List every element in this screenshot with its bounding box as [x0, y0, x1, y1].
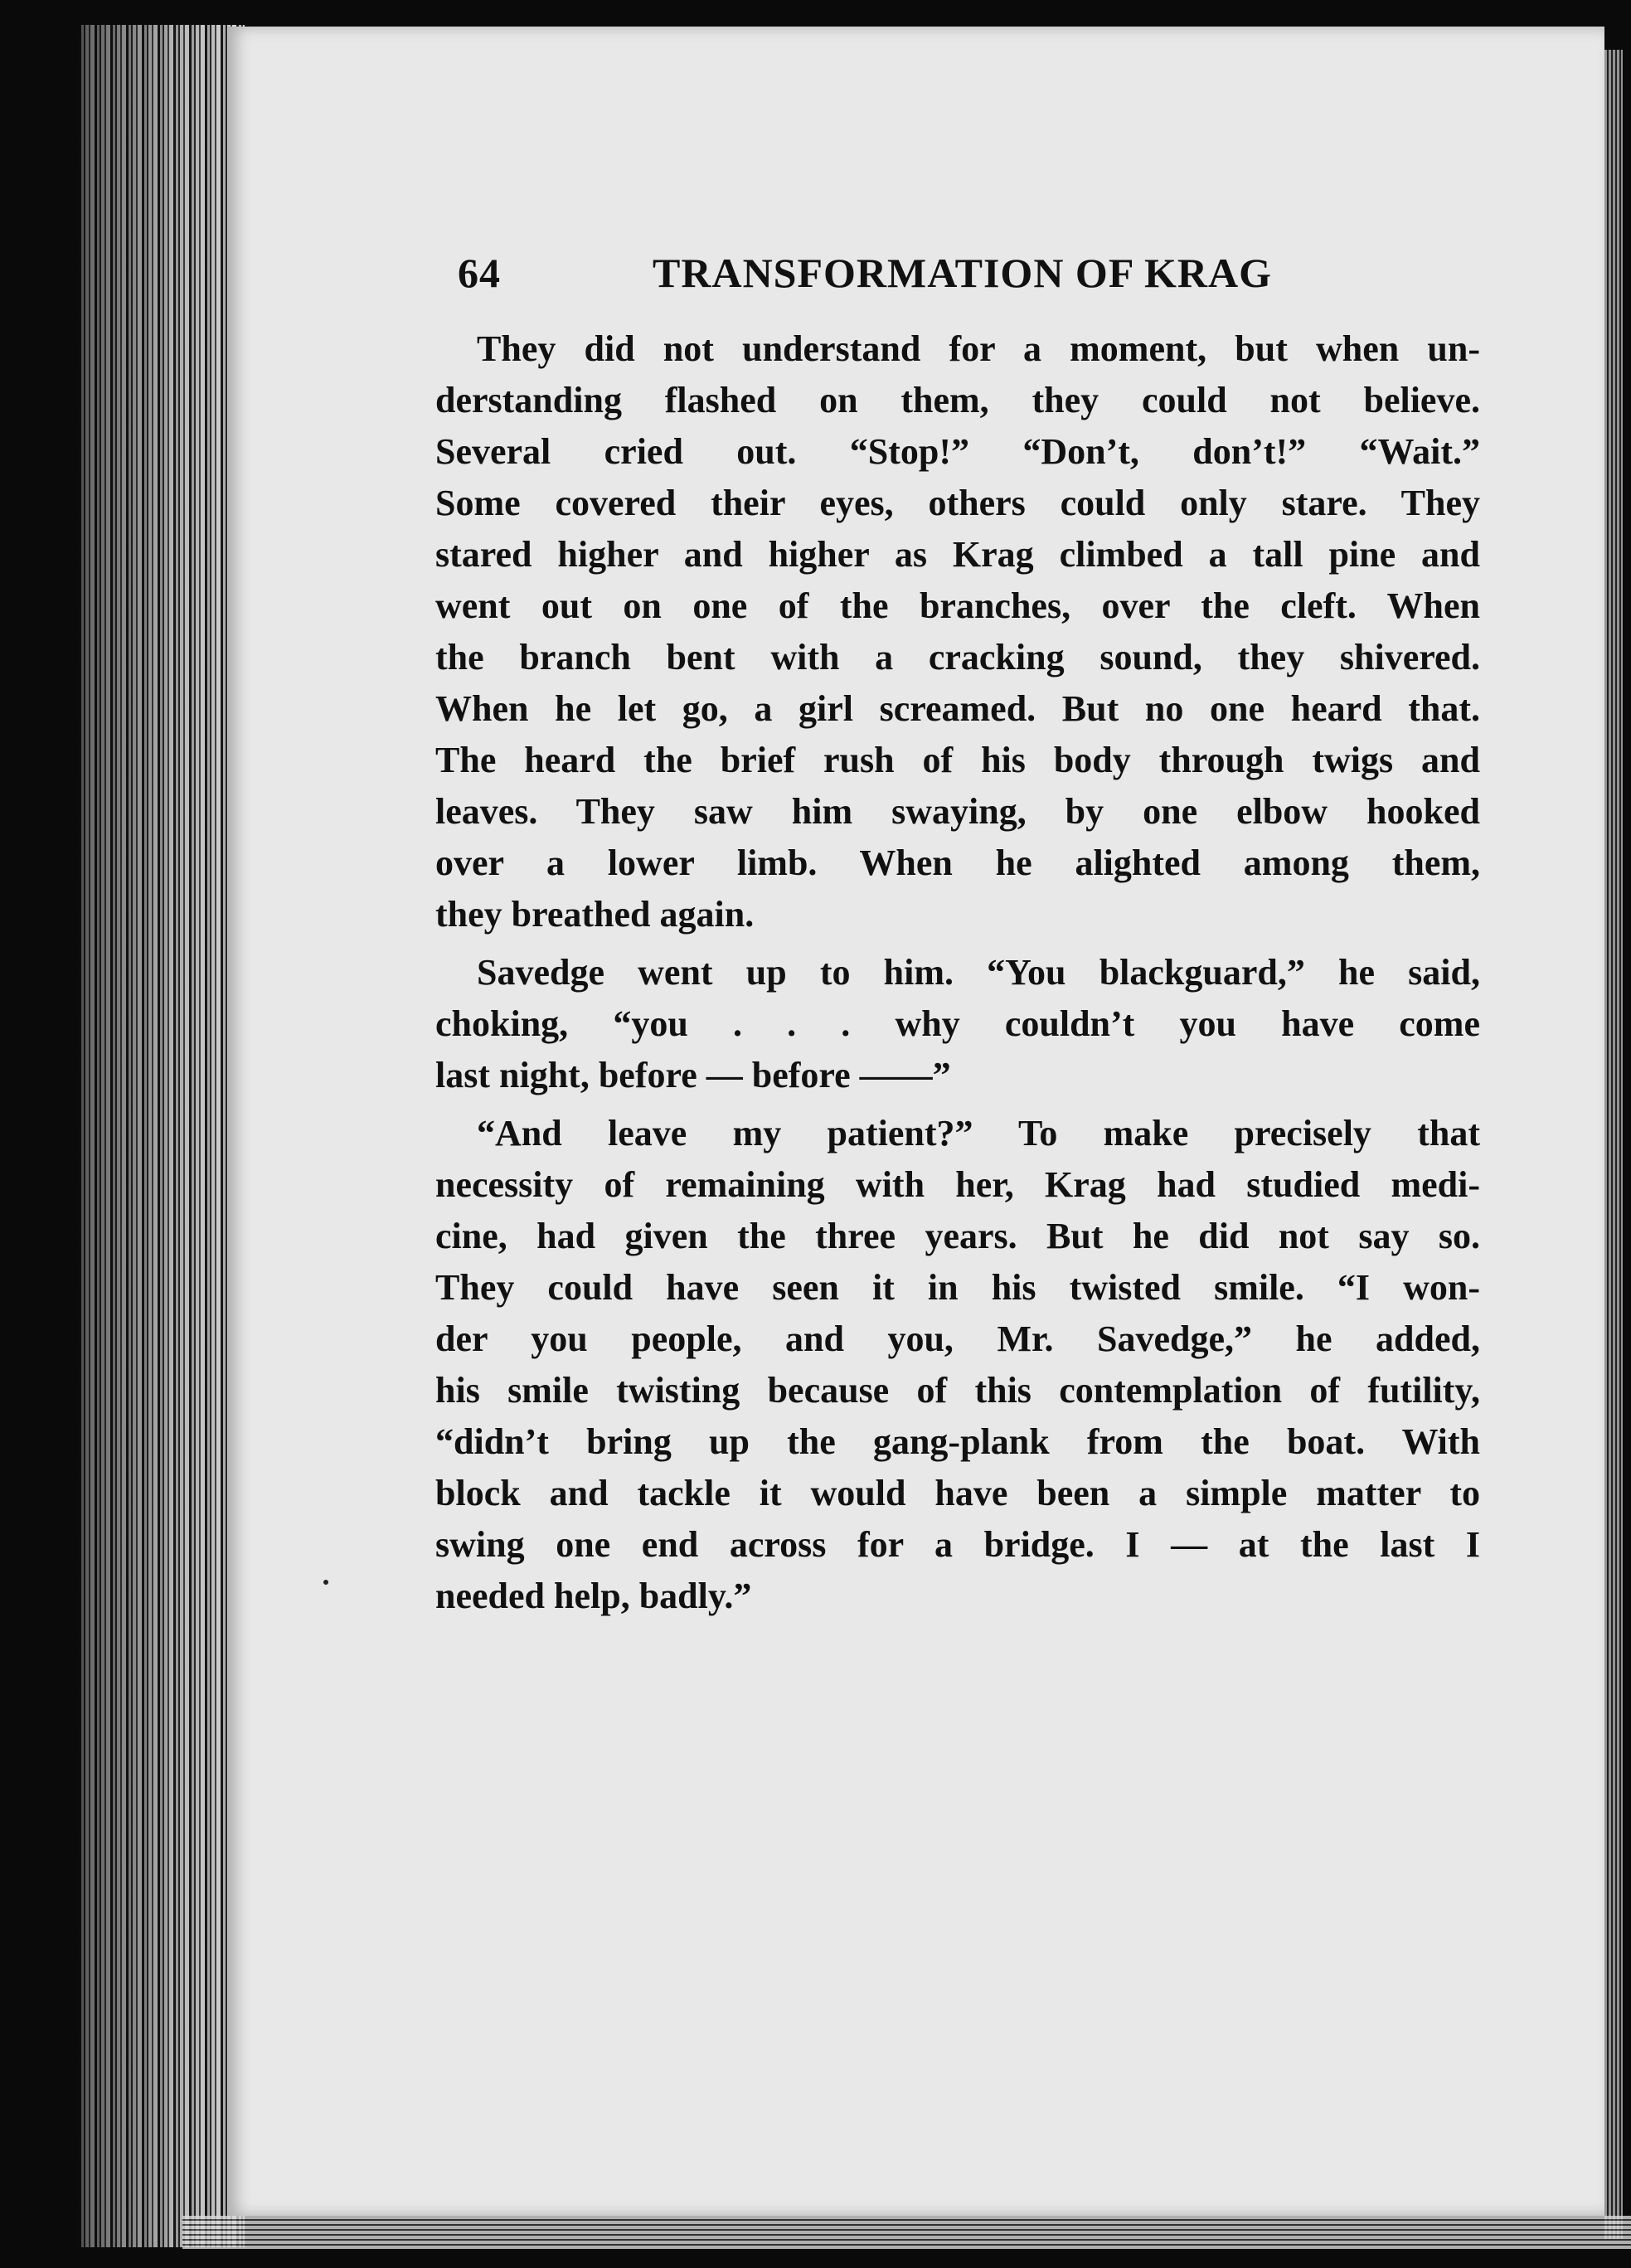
page-header — [458, 249, 1295, 315]
text-line: der you people, and you, Mr. Savedge,” he added, — [435, 1319, 1480, 1359]
text-line: leaves. They saw him swaying, by one elbow hooked — [435, 791, 1480, 832]
text-line: cine, had given the three years. But he did not say so. — [435, 1216, 1480, 1256]
text-line: derstanding flashed on them, they could not believe. — [435, 380, 1480, 420]
text-line: “didn’t bring up the gang-plank from the boat. With — [435, 1421, 1480, 1462]
page-number: 64 — [458, 250, 501, 296]
text-line: last night, before — before ——” — [435, 1055, 951, 1095]
text-line: Savedge went up to him. “You blackguard,” he said, — [477, 952, 1480, 993]
text-line: stared higher and higher as Krag climbed a tall pine and — [435, 534, 1480, 575]
text-line: went out on one of the branches, over the cleft. When — [435, 585, 1480, 626]
text-line: They did not understand for a moment, but when un- — [477, 328, 1480, 369]
stray-ink-mark — [323, 1580, 328, 1585]
text-line: Several cried out. “Stop!” “Don’t, don’t!” “Wait.” — [435, 431, 1480, 472]
text-line: They could have seen it in his twisted smile. “I won- — [435, 1267, 1480, 1308]
paragraph-2 — [435, 947, 1480, 1101]
running-title: TRANSFORMATION OF KRAG — [653, 250, 1272, 296]
page-bottom-edge — [182, 2216, 1631, 2249]
text-line: over a lower limb. When he alighted among them, — [435, 843, 1480, 883]
page-right-edge — [1604, 50, 1623, 2239]
gutter-shadow — [79, 25, 245, 2247]
text-line: block and tackle it would have been a simple matter to — [435, 1473, 1480, 1513]
text-line: When he let go, a girl screamed. But no one heard that. — [435, 688, 1480, 729]
text-line: necessity of remaining with her, Krag had studied medi- — [435, 1164, 1480, 1205]
paragraph-1 — [435, 323, 1480, 940]
body-text — [435, 323, 1480, 1622]
text-line: choking, “you . . . why couldn’t you have come — [435, 1003, 1480, 1044]
text-line: Some covered their eyes, others could only stare. They — [435, 483, 1480, 523]
text-line: the branch bent with a cracking sound, they shivered. — [435, 637, 1480, 677]
paragraph-gap — [435, 940, 1480, 947]
text-line: swing one end across for a bridge. I — at the last I — [435, 1524, 1480, 1565]
text-line: “And leave my patient?” To make precisely that — [477, 1113, 1480, 1153]
paragraph-gap — [435, 1101, 1480, 1108]
text-line: they breathed again. — [435, 894, 755, 935]
text-line: his smile twisting because of this contemplation of futility, — [435, 1370, 1480, 1411]
text-line: needed help, badly.” — [435, 1576, 752, 1616]
text-line: The heard the brief rush of his body through twigs and — [435, 740, 1480, 780]
paragraph-3 — [435, 1108, 1480, 1622]
